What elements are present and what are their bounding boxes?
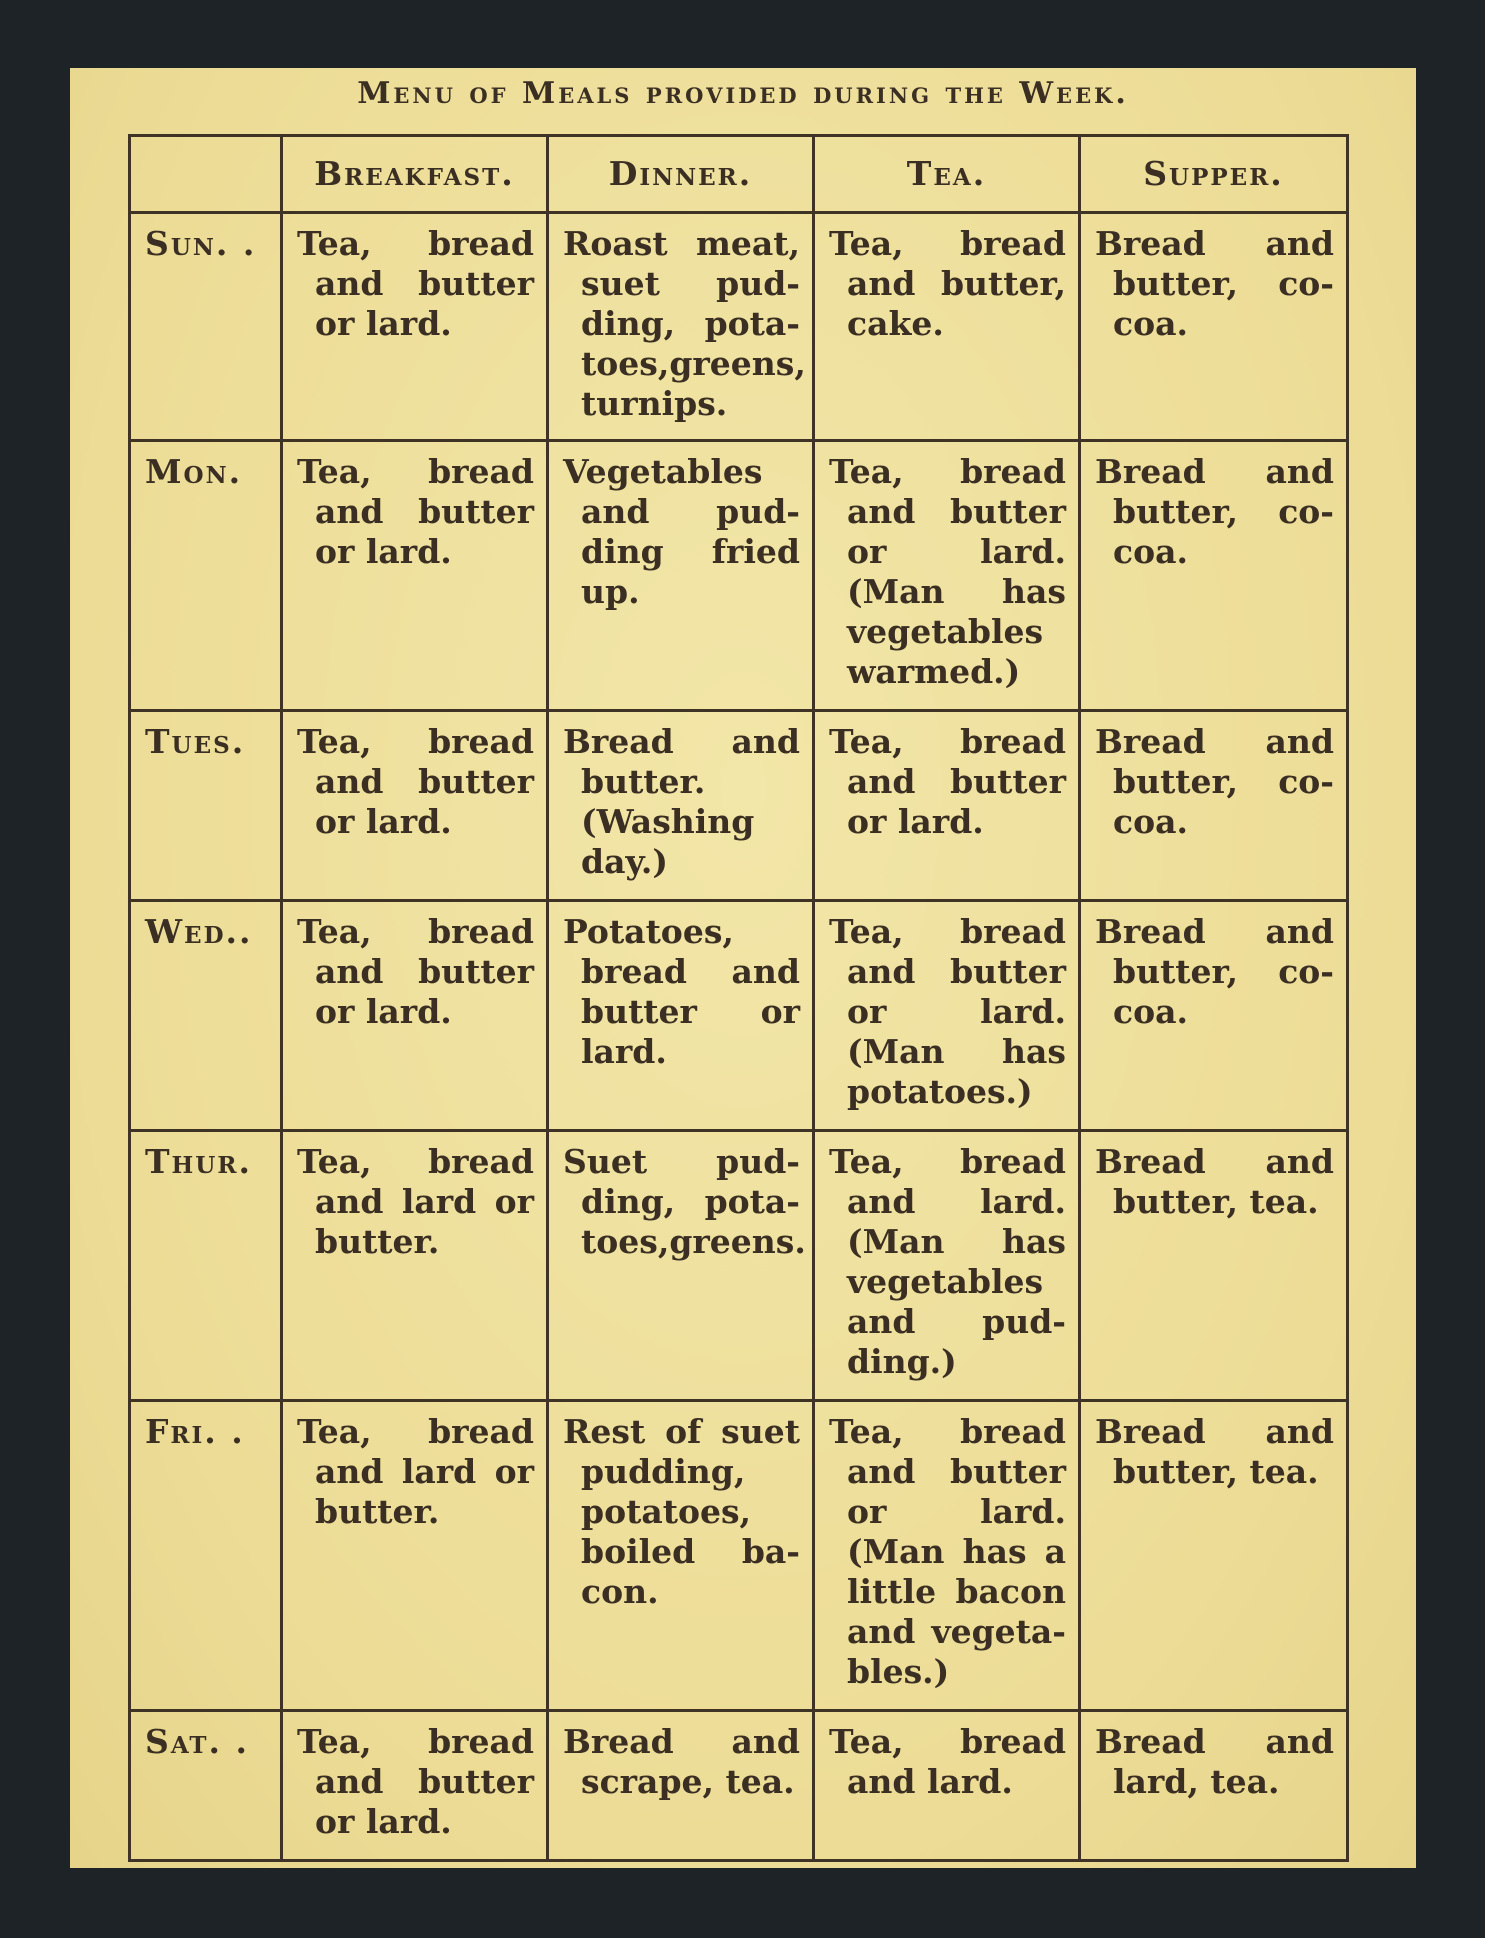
tea-cell: Tea, bread and butter or lard. (Man has a little bacon and vegeta-bles.)	[814, 1401, 1080, 1711]
column-header-tea: Tea.	[814, 136, 1080, 213]
table-row	[130, 1401, 1348, 1711]
supper-cell: Bread and butter, co-coa.	[1080, 441, 1348, 711]
tea-cell: Tea, bread and butter or lard. (Man has vegetables warmed.)	[814, 441, 1080, 711]
dinner-cell: Suet pud-ding, pota-toes,greens.	[548, 1131, 814, 1401]
day-label: Wed..	[130, 901, 282, 1131]
header-row	[130, 136, 1348, 213]
day-label: Fri. .	[130, 1401, 282, 1711]
page-title: Menu of Meals provided during the Week.	[357, 76, 1129, 111]
dinner-cell: Bread and scrape, tea.	[548, 1711, 814, 1861]
column-header-supper: Supper.	[1080, 136, 1348, 213]
supper-cell: Bread and butter, tea.	[1080, 1401, 1348, 1711]
supper-cell: Bread and butter, co-coa.	[1080, 711, 1348, 901]
supper-cell: Bread and lard, tea.	[1080, 1711, 1348, 1861]
table-row	[130, 1711, 1348, 1861]
table-row	[130, 441, 1348, 711]
day-label: Mon.	[130, 441, 282, 711]
supper-cell: Bread and butter, co-coa.	[1080, 901, 1348, 1131]
column-header-dinner: Dinner.	[548, 136, 814, 213]
supper-cell: Bread and butter, tea.	[1080, 1131, 1348, 1401]
tea-cell: Tea, bread and lard. (Man has vegetables and pud-ding.)	[814, 1131, 1080, 1401]
breakfast-cell: Tea, bread and butter or lard.	[282, 441, 548, 711]
dinner-cell: Rest of suet pudding, potatoes, boiled ba-con.	[548, 1401, 814, 1711]
dinner-cell: Bread and butter. (Washing day.)	[548, 711, 814, 901]
supper-cell: Bread and butter, co-coa.	[1080, 213, 1348, 441]
day-label: Sat. .	[130, 1711, 282, 1861]
dinner-cell: Vegetables and pud-ding fried up.	[548, 441, 814, 711]
tea-cell: Tea, bread and lard.	[814, 1711, 1080, 1861]
tea-cell: Tea, bread and butter, cake.	[814, 213, 1080, 441]
table-row	[130, 711, 1348, 901]
book-page	[70, 68, 1416, 1868]
breakfast-cell: Tea, bread and lard or butter.	[282, 1131, 548, 1401]
breakfast-cell: Tea, bread and lard or butter.	[282, 1401, 548, 1711]
table-row	[130, 213, 1348, 441]
tea-cell: Tea, bread and butter or lard.	[814, 711, 1080, 901]
menu-table	[128, 134, 1349, 1862]
day-label: Sun. .	[130, 213, 282, 441]
table-row	[130, 901, 1348, 1131]
breakfast-cell: Tea, bread and butter or lard.	[282, 1711, 548, 1861]
day-label: Thur.	[130, 1131, 282, 1401]
breakfast-cell: Tea, bread and butter or lard.	[282, 711, 548, 901]
day-label: Tues.	[130, 711, 282, 901]
column-header-breakfast: Breakfast.	[282, 136, 548, 213]
breakfast-cell: Tea, bread and butter or lard.	[282, 213, 548, 441]
dinner-cell: Potatoes, bread and butter or lard.	[548, 901, 814, 1131]
tea-cell: Tea, bread and butter or lard. (Man has potatoes.)	[814, 901, 1080, 1131]
breakfast-cell: Tea, bread and butter or lard.	[282, 901, 548, 1131]
table-row	[130, 1131, 1348, 1401]
column-header-day	[130, 136, 282, 213]
dinner-cell: Roast meat, suet pud-ding, pota-toes,greens, turnips.	[548, 213, 814, 441]
